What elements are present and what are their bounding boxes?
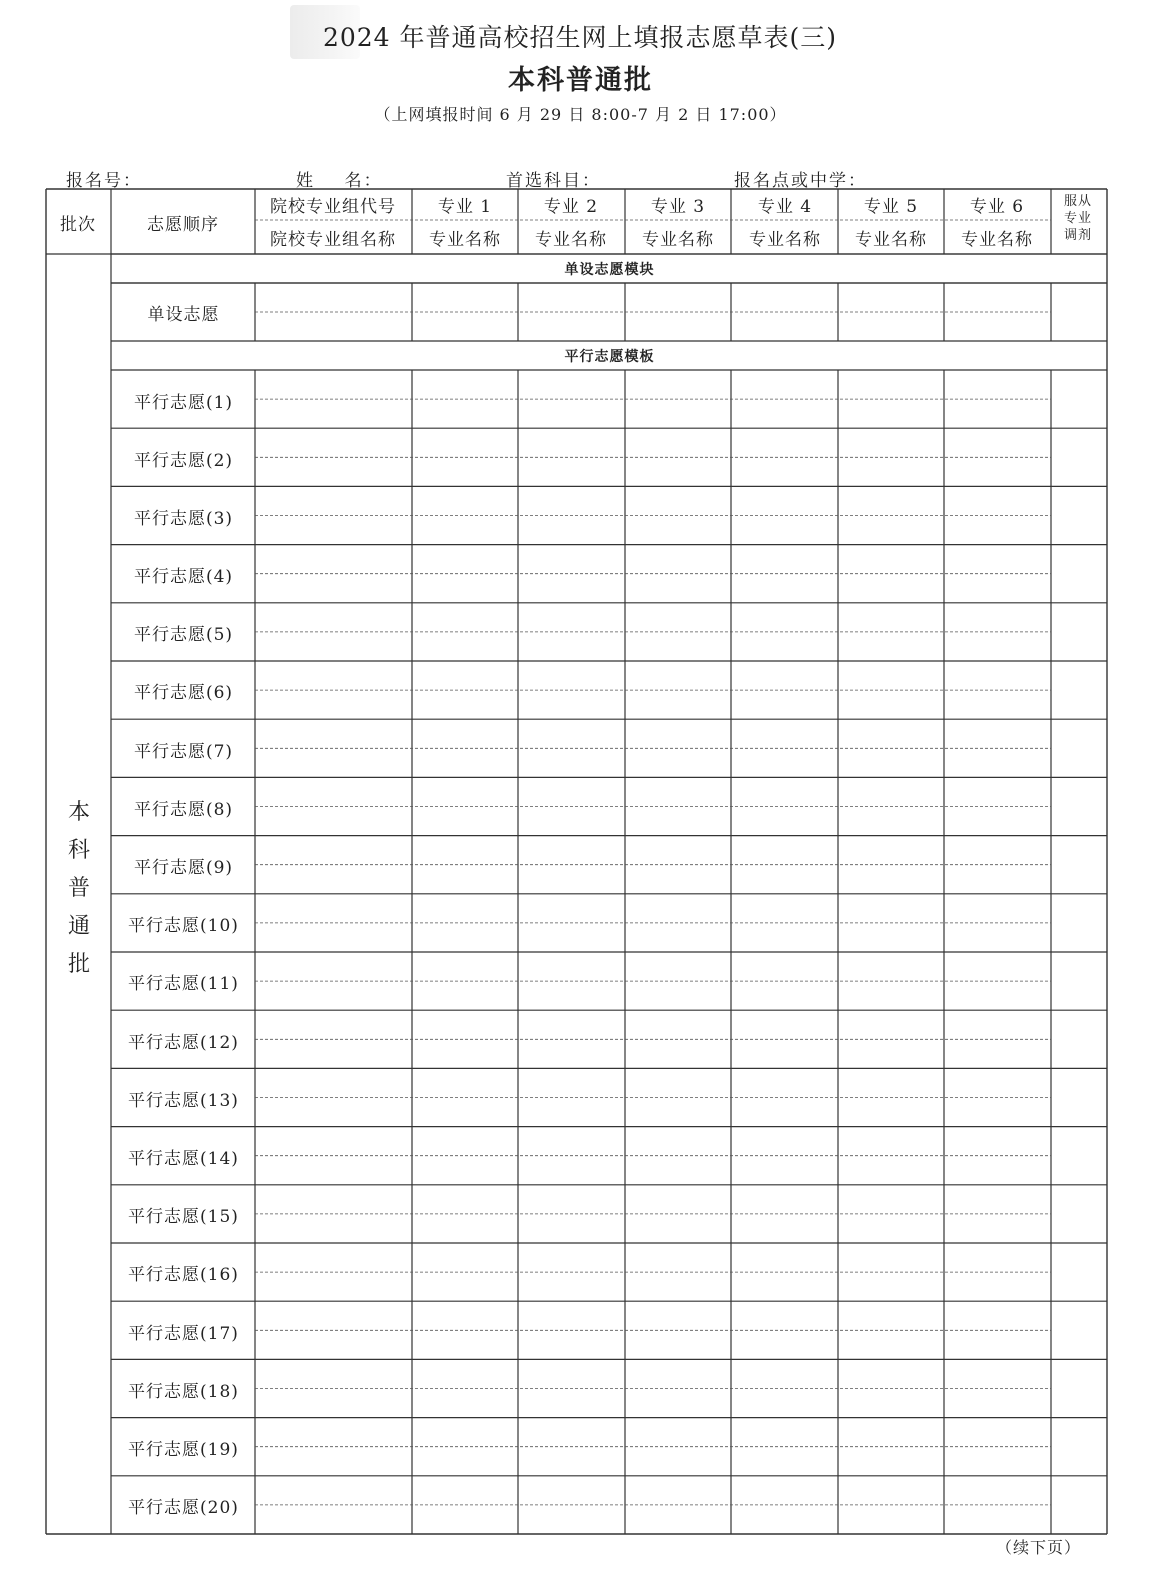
name-label: 姓 名： xyxy=(296,171,383,191)
major-name-header: 专业名称 xyxy=(535,230,607,250)
parallel-row-label: 平行志愿(13) xyxy=(128,1091,239,1111)
form-subtitle: 本科普通批 xyxy=(508,65,653,96)
school-label: 报名点或中学： xyxy=(734,171,867,191)
parallel-row-label: 平行志愿(12) xyxy=(128,1033,239,1053)
batch-column-header: 批次 xyxy=(60,215,96,235)
major-name-header: 专业名称 xyxy=(961,230,1033,250)
group-name-header: 院校专业组名称 xyxy=(270,230,396,250)
filing-time-note: （上网填报时间 6 月 29 日 8:00-7 月 2 日 17:00） xyxy=(374,105,787,124)
parallel-row-label: 平行志愿(5) xyxy=(133,625,234,645)
parallel-row-label: 平行志愿(4) xyxy=(133,567,234,587)
major-4-header: 专业 4 xyxy=(757,197,813,217)
group-code-header: 院校专业组代号 xyxy=(270,197,396,217)
major-name-header: 专业名称 xyxy=(642,230,714,250)
major-name-header: 专业名称 xyxy=(749,230,821,250)
parallel-row-label: 平行志愿(16) xyxy=(128,1265,239,1285)
parallel-row-label: 平行志愿(8) xyxy=(133,800,234,820)
major-3-header: 专业 3 xyxy=(650,197,706,217)
continue-next-page: （续下页） xyxy=(995,1538,1081,1557)
parallel-row-label: 平行志愿(18) xyxy=(128,1382,239,1402)
batch-name-vertical: 本 科 普 通 批 xyxy=(67,800,90,977)
registration-number-label: 报名号： xyxy=(66,171,142,191)
major-name-header: 专业名称 xyxy=(855,230,927,250)
parallel-row-label: 平行志愿(11) xyxy=(128,974,239,994)
parallel-row-label: 平行志愿(9) xyxy=(133,858,234,878)
major-1-header: 专业 1 xyxy=(437,197,493,217)
parallel-module-title: 平行志愿模板 xyxy=(564,349,655,365)
major-6-header: 专业 6 xyxy=(969,197,1025,217)
parallel-row-label: 平行志愿(10) xyxy=(128,916,239,936)
major-name-header: 专业名称 xyxy=(429,230,501,250)
parallel-row-label: 平行志愿(17) xyxy=(128,1324,239,1344)
parallel-row-label: 平行志愿(19) xyxy=(128,1440,239,1460)
parallel-row-label: 平行志愿(20) xyxy=(128,1498,239,1518)
parallel-row-label: 平行志愿(2) xyxy=(133,451,234,471)
order-column-header: 志愿顺序 xyxy=(147,215,219,235)
form-title: 2024 年普通高校招生网上填报志愿草表(三) xyxy=(322,23,838,52)
parallel-row-label: 平行志愿(6) xyxy=(133,683,234,703)
major-5-header: 专业 5 xyxy=(863,197,919,217)
first-subject-label: 首选科目： xyxy=(506,171,601,191)
parallel-row-label: 平行志愿(3) xyxy=(133,509,234,529)
parallel-row-label: 平行志愿(7) xyxy=(133,742,234,762)
single-application-label: 单设志愿 xyxy=(147,305,220,325)
parallel-row-label: 平行志愿(1) xyxy=(133,393,234,413)
single-module-title: 单设志愿模块 xyxy=(564,262,655,278)
adjust-column-header: 服从 专业 调剂 xyxy=(1063,194,1093,243)
parallel-row-label: 平行志愿(14) xyxy=(128,1149,239,1169)
major-2-header: 专业 2 xyxy=(543,197,599,217)
parallel-row-label: 平行志愿(15) xyxy=(128,1207,239,1227)
